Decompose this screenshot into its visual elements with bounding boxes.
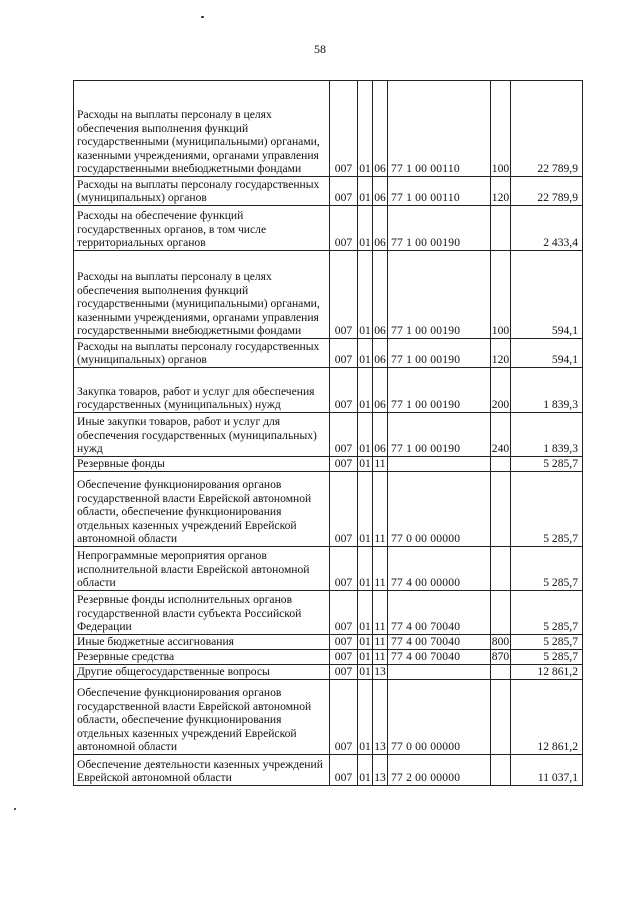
section-code: 01	[358, 755, 373, 786]
expense-type-code: 120	[491, 177, 511, 206]
table-row	[74, 339, 583, 368]
expense-type-code	[491, 472, 511, 547]
target-article-code: 77 4 00 70040	[388, 635, 491, 650]
subsection-code: 11	[374, 635, 386, 649]
ministry-code: 007	[330, 177, 358, 206]
amount: 22 789,9	[511, 177, 583, 206]
target-article-code: 77 1 00 00190	[388, 206, 491, 251]
ministry-code: 007	[330, 755, 358, 786]
table-row	[74, 457, 583, 472]
section-code: 01	[358, 339, 373, 368]
section-code: 01	[358, 547, 373, 591]
subsection-code: 13	[373, 755, 388, 786]
ministry-code: 007	[330, 472, 358, 547]
section-code: 01	[358, 413, 373, 457]
row-name: Иные бюджетные ассигнования	[74, 635, 330, 650]
table-row	[74, 591, 583, 635]
amount: 1 839,3	[511, 413, 583, 457]
ministry-code: 007	[330, 591, 358, 635]
target-article-code: 77 1 00 00190	[388, 413, 491, 457]
expense-type-code	[491, 755, 511, 786]
section-code: 01	[359, 457, 371, 471]
table-row	[74, 251, 583, 339]
budget-table-body	[74, 81, 583, 786]
target-article-code: 77 4 00 00000	[388, 547, 491, 591]
expense-type-code: 870	[491, 650, 510, 664]
target-article-code: 77 4 00 70040	[388, 591, 491, 635]
subsection-code: 11	[373, 547, 388, 591]
subsection-code: 13	[373, 680, 388, 755]
table-row	[74, 650, 583, 665]
table-row	[74, 755, 583, 786]
ministry-code: 007	[330, 368, 358, 413]
target-article-code: 77 2 00 00000	[388, 755, 491, 786]
page-number: 58	[314, 42, 326, 56]
table-row	[74, 547, 583, 591]
table-row	[74, 665, 583, 680]
ministry-code: 007	[330, 665, 358, 680]
expense-type-code: 120	[491, 339, 511, 368]
expense-type-code	[491, 591, 511, 635]
table-row	[74, 413, 583, 457]
scan-speck	[14, 808, 16, 810]
table-row	[74, 680, 583, 755]
section-code: 01	[358, 680, 373, 755]
subsection-code: 06	[373, 81, 388, 177]
target-article-code: 77 1 00 00110	[388, 81, 491, 177]
subsection-code: 11	[374, 457, 386, 471]
amount: 5 285,7	[511, 635, 583, 650]
amount: 12 861,2	[511, 680, 583, 755]
ministry-code: 007	[330, 547, 358, 591]
target-article-code	[388, 457, 491, 472]
subsection-code: 11	[373, 472, 388, 547]
section-code: 01	[358, 591, 373, 635]
table-row	[74, 368, 583, 413]
ministry-code: 007	[330, 635, 358, 650]
table-row	[74, 177, 583, 206]
expense-type-code	[491, 547, 511, 591]
amount: 12 861,2	[511, 665, 583, 680]
target-article-code: 77 1 00 00190	[388, 251, 491, 339]
scan-speck	[201, 16, 204, 18]
amount: 22 789,9	[511, 81, 583, 177]
amount: 5 285,7	[511, 547, 583, 591]
section-code: 01	[358, 206, 373, 251]
row-name: Обеспечение функционирования органов государственной власти Еврейской автономной области, обеспечение функционирования отдельных казенных учреждений Еврейской автономной области	[74, 472, 330, 547]
expense-type-code	[491, 457, 511, 472]
ministry-code: 007	[330, 650, 358, 665]
subsection-code: 06	[373, 368, 388, 413]
section-code: 01	[359, 665, 371, 679]
row-name: Резервные фонды	[74, 457, 330, 472]
amount: 5 285,7	[511, 591, 583, 635]
subsection-code: 13	[374, 665, 386, 679]
row-name: Расходы на обеспечение функций государственных органов, в том числе территориальных органов	[74, 206, 330, 251]
expense-type-code: 800	[491, 635, 510, 649]
table-row	[74, 635, 583, 650]
section-code: 01	[359, 635, 371, 649]
target-article-code: 77 4 00 70040	[388, 650, 491, 665]
amount: 5 285,7	[511, 457, 583, 472]
table-row	[74, 206, 583, 251]
target-article-code: 77 1 00 00190	[388, 368, 491, 413]
ministry-code: 007	[330, 413, 358, 457]
amount: 2 433,4	[511, 206, 583, 251]
target-article-code: 77 0 00 00000	[388, 680, 491, 755]
expense-type-code: 100	[491, 251, 511, 339]
expense-type-code: 100	[491, 81, 511, 177]
subsection-code: 11	[373, 591, 388, 635]
subsection-code: 06	[373, 413, 388, 457]
row-name: Другие общегосударственные вопросы	[74, 665, 330, 680]
expense-type-code	[491, 665, 511, 680]
expense-type-code	[491, 680, 511, 755]
row-name: Обеспечение функционирования органов государственной власти Еврейской автономной области, обеспечение функционирования отдельных казенных учреждений Еврейской автономной области	[74, 680, 330, 755]
ministry-code: 007	[330, 680, 358, 755]
row-name: Закупка товаров, работ и услуг для обеспечения государственных (муниципальных) нужд	[74, 368, 330, 413]
amount: 1 839,3	[511, 368, 583, 413]
section-code: 01	[358, 472, 373, 547]
subsection-code: 06	[373, 177, 388, 206]
table-row	[74, 81, 583, 177]
row-name: Непрограммные мероприятия органов исполнительной власти Еврейской автономной области	[74, 547, 330, 591]
subsection-code: 11	[374, 650, 386, 664]
row-name: Резервные средства	[74, 650, 330, 665]
section-code: 01	[358, 177, 373, 206]
subsection-code: 06	[373, 339, 388, 368]
section-code: 01	[358, 251, 373, 339]
subsection-code: 06	[373, 206, 388, 251]
ministry-code: 007	[330, 339, 358, 368]
row-name: Расходы на выплаты персоналу государственных (муниципальных) органов	[74, 177, 330, 206]
section-code: 01	[358, 81, 373, 177]
amount: 5 285,7	[511, 650, 583, 665]
amount: 11 037,1	[511, 755, 583, 786]
amount: 5 285,7	[511, 472, 583, 547]
budget-table	[73, 80, 583, 786]
ministry-code: 007	[330, 251, 358, 339]
expense-type-code	[491, 206, 511, 251]
ministry-code: 007	[330, 206, 358, 251]
target-article-code	[388, 665, 491, 680]
section-code: 01	[359, 650, 371, 664]
subsection-code: 06	[373, 251, 388, 339]
target-article-code: 77 1 00 00190	[388, 339, 491, 368]
expense-type-code: 200	[491, 368, 511, 413]
target-article-code: 77 0 00 00000	[388, 472, 491, 547]
target-article-code: 77 1 00 00110	[388, 177, 491, 206]
section-code: 01	[358, 368, 373, 413]
ministry-code: 007	[330, 81, 358, 177]
row-name: Расходы на выплаты персоналу в целях обеспечения выполнения функций государственными (муниципальными) органами, казенными учреждениями, органами управления государственными внебюджетными фондами	[74, 251, 330, 339]
table-row	[74, 472, 583, 547]
amount: 594,1	[511, 339, 583, 368]
row-name: Расходы на выплаты персоналу государственных (муниципальных) органов	[74, 339, 330, 368]
row-name: Расходы на выплаты персоналу в целях обеспечения выполнения функций государственными (муниципальными) органами, казенными учреждениями, органами управления государственными внебюджетными фондами	[74, 81, 330, 177]
row-name: Резервные фонды исполнительных органов государственной власти субъекта Российской Федерации	[74, 591, 330, 635]
row-name: Обеспечение деятельности казенных учреждений Еврейской автономной области	[74, 755, 330, 786]
row-name: Иные закупки товаров, работ и услуг для обеспечения государственных (муниципальных) нужд	[74, 413, 330, 457]
ministry-code: 007	[330, 457, 358, 472]
amount: 594,1	[511, 251, 583, 339]
expense-type-code: 240	[491, 413, 511, 457]
